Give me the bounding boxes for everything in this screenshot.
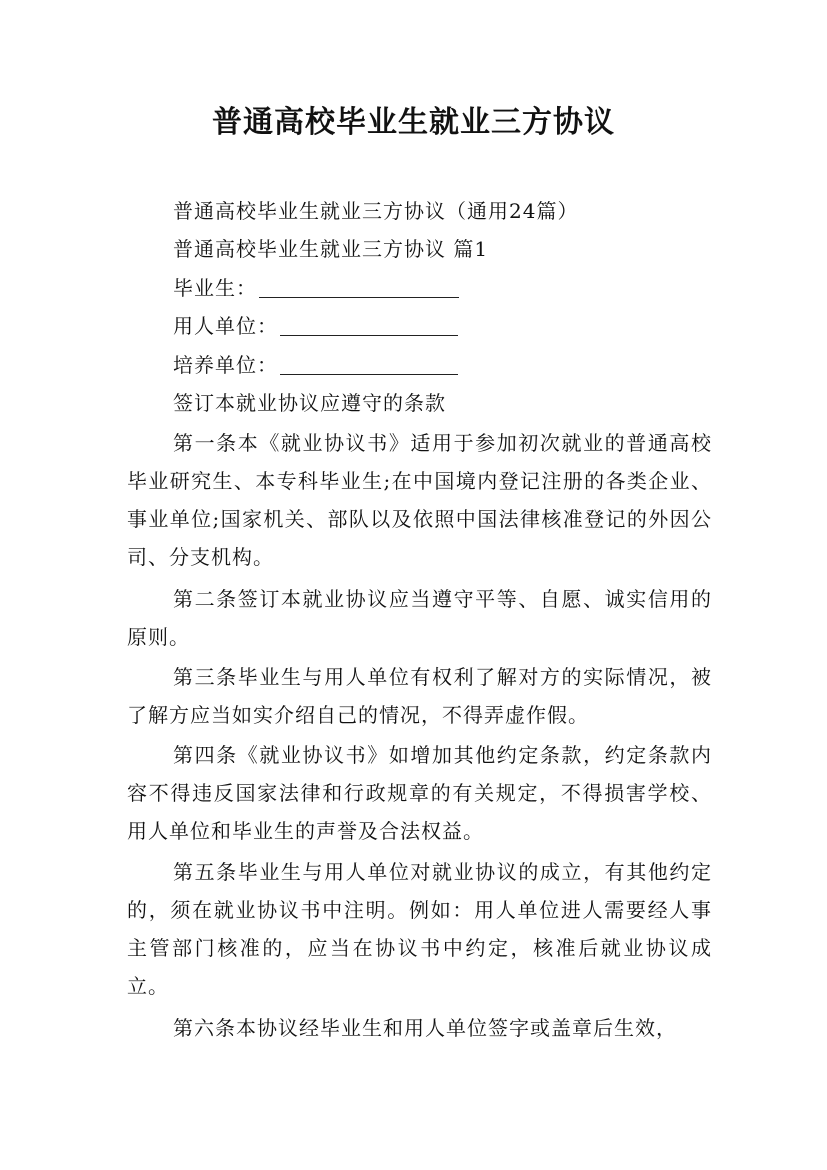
graduate-field-label: 毕业生： bbox=[173, 276, 257, 300]
clause-paragraph: 第三条毕业生与用人单位有权利了解对方的实际情况，被了解方应当如实介绍自己的情况，不得弄虚作假。 bbox=[127, 665, 712, 727]
clause-paragraph: 第四条《就业协议书》如增加其他约定条款，约定条款内容不得违反国家法律和行政规章的有关规定，不得损害学校、用人单位和毕业生的声誉及合法权益。 bbox=[127, 743, 712, 843]
school-field bbox=[173, 351, 458, 379]
clause-paragraph: 第二条签订本就业协议应当遵守平等、自愿、诚实信用的原则。 bbox=[127, 587, 712, 649]
employer-field-label: 用人单位： bbox=[173, 314, 278, 338]
document-title: 普通高校毕业生就业三方协议 bbox=[212, 105, 615, 140]
school-blank-line bbox=[280, 354, 458, 375]
graduate-blank-line bbox=[259, 277, 459, 298]
employer-field bbox=[173, 312, 458, 340]
clause-paragraph: 第五条毕业生与用人单位对就业协议的成立，有其他约定的，须在就业协议书中注明。例如：用人单位进人需要经人事主管部门核准的，应当在协议书中约定，核准后就业协议成立。 bbox=[127, 860, 712, 998]
clause-paragraph: 第一条本《就业协议书》适用于参加初次就业的普通高校毕业研究生、本专科毕业生;在中国境内登记注册的各类企业、事业单位;国家机关、部队以及依照中国法律核准登记的外因公司、分支机构。 bbox=[127, 431, 712, 569]
clause-paragraph: 第六条本协议经毕业生和用人单位签字或盖章后生效， bbox=[173, 1016, 677, 1040]
employer-blank-line bbox=[280, 315, 458, 336]
document-subtitle: 普通高校毕业生就业三方协议（通用24篇） bbox=[173, 199, 579, 223]
section-heading: 普通高校毕业生就业三方协议 篇1 bbox=[173, 237, 489, 261]
school-field-label: 培养单位： bbox=[173, 353, 278, 377]
clauses-intro: 签订本就业协议应遵守的条款 bbox=[173, 391, 446, 415]
graduate-field bbox=[173, 274, 459, 302]
